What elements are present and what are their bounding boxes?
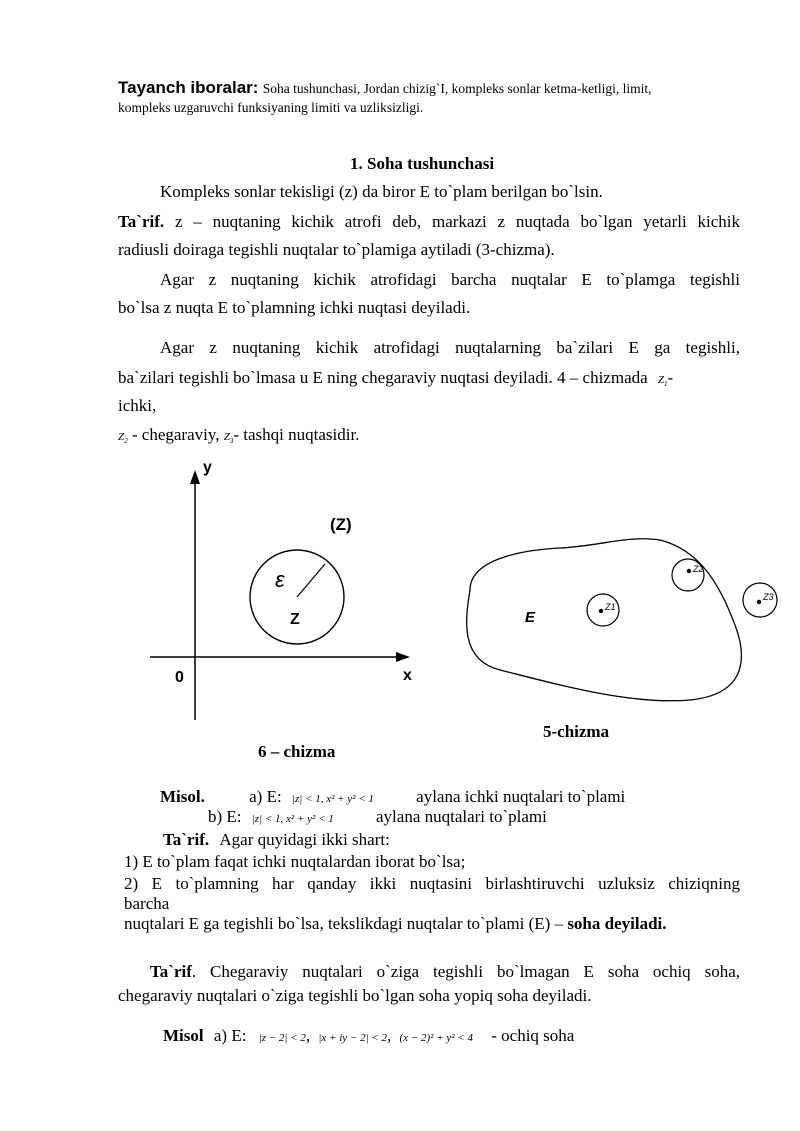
y-axis-arrow	[190, 470, 200, 484]
intro-paragraph: Kompleks sonlar tekisligi (z) da biror E to`plam berilgan bo`lsin.	[160, 182, 603, 201]
radius-line	[297, 564, 325, 597]
figures-svg	[0, 450, 800, 760]
example-2-math-2: |x + iy − 2| < 2	[318, 1032, 388, 1044]
x-axis-arrow	[396, 652, 410, 662]
paragraph-2-line-1: Agar z nuqtaning kichik atrofidagi barcha nuqtalar E to`plamga tegishli	[160, 270, 740, 289]
definition-1-label: Ta`rif.	[118, 212, 165, 231]
definition-2-label: Ta`rif.	[163, 830, 210, 849]
paragraph-3-text-a: ba`zilari tegishli bo`lmasa u E ning chegaraviy nuqtasi deyiladi. 4 – chizmada	[118, 368, 648, 387]
region-e-label: E	[525, 609, 536, 626]
example-1-a	[160, 787, 625, 809]
z3-label: Z3	[763, 592, 774, 602]
keywords-line-1	[118, 78, 652, 99]
condition-2-line-2: barcha	[124, 894, 170, 913]
condition-2-line-3	[124, 914, 667, 934]
plane-label: (Z)	[330, 515, 352, 534]
keywords-text-1: Soha tushunchasi, Jordan chizig`I, kompleks sonlar ketma-ketligi, limit,	[262, 81, 652, 96]
definition-3-line-2: chegaraviy nuqtalari o`ziga tegishli bo`lgan soha yopiq soha deyiladi.	[118, 986, 592, 1005]
section-title: 1. Soha tushunchasi	[350, 154, 495, 173]
keywords-label: Tayanch iboralar:	[118, 78, 259, 97]
example-1-a-prefix: a) E:	[249, 787, 282, 806]
paragraph-3-line-3: ichki,	[118, 396, 157, 415]
definition-1-text: z – nuqtaning kichik atrofi deb, markazi z nuqtada bo`lgan yetarli kichik	[174, 212, 741, 231]
paragraph-3-line-2	[118, 368, 673, 394]
origin-label: 0	[175, 669, 184, 686]
definition-3-label: Ta`rif	[150, 962, 192, 981]
z2-label: Z2	[693, 564, 704, 574]
example-2: Misol a) E: |z − 2| < 2, |x + iy − 2| < 2, (x − 2)² + y² < 4 - ochiq soha	[163, 1026, 575, 1045]
example-1-label: Misol.	[160, 787, 205, 806]
example-1-a-math: |z| < 1, x² + y² < 1	[291, 793, 374, 805]
paragraph-3-line-4	[118, 425, 359, 451]
definition-1-line-2: radiusli doiraga tegishli nuqtalar to`plamiga aytiladi (3-chizma).	[118, 240, 555, 259]
z3-point	[757, 600, 761, 604]
example-1-b-text: aylana nuqtalari to`plami	[376, 807, 547, 826]
paragraph-3-chegaraviy: - chegaraviy,	[131, 425, 220, 444]
center-label: Z	[290, 611, 300, 628]
z1-label: Z1	[605, 602, 616, 612]
paragraph-3-dash: -	[667, 368, 674, 387]
z2-point	[687, 569, 691, 573]
example-1-b-math: |z| < 1, x² + y² < 1	[251, 813, 334, 825]
example-2-label: Misol	[163, 1026, 204, 1045]
condition-2-bold: soha deyiladi.	[567, 914, 667, 933]
figure-5	[467, 539, 777, 701]
figure-6	[150, 459, 412, 720]
keywords-line-2: kompleks uzgaruvchi funksiyaning limiti va uzliksizligi.	[118, 100, 424, 115]
paragraph-3-line-1: Agar z nuqtaning kichik atrofidagi nuqtalarning ba`zilari E ga tegishli,	[160, 338, 740, 357]
figure-6-caption: 6 – chizma	[258, 742, 336, 761]
example-1-b-prefix: b) E:	[208, 807, 242, 826]
condition-1: 1) E to`plam faqat ichki nuqtalardan iborat bo`lsa;	[124, 852, 466, 871]
z1-symbol: $Z_1$	[657, 374, 668, 389]
definition-2-text: Agar quyidagi ikki shart:	[219, 830, 390, 849]
example-1-a-text: aylana ichki nuqtalari to`plami	[416, 787, 626, 806]
definition-3-text: . Chegaraviy nuqtalari o`ziga tegishli bo`lmagan E soha ochiq soha,	[191, 962, 740, 981]
z1-point	[599, 609, 603, 613]
epsilon-label: ε	[275, 567, 285, 592]
paragraph-2-line-2: bo`lsa z nuqta E to`plamning ichki nuqtasi deyiladi.	[118, 298, 471, 317]
example-2-math-1: |z − 2| < 2	[258, 1032, 306, 1044]
definition-3-line-1	[150, 962, 740, 982]
paragraph-3-tashqi: - tashqi nuqtasidir.	[233, 425, 360, 444]
example-2-math-3: (x − 2)² + y² < 4	[399, 1032, 473, 1044]
definition-1-line-1	[118, 212, 740, 232]
example-2-suffix: - ochiq soha	[491, 1026, 575, 1045]
z3-symbol: $Z_3$	[223, 431, 234, 446]
condition-2-line-1: 2) E to`plamning har qanday ikki nuqtasini birlashtiruvchi uzluksiz chiziqning	[124, 874, 740, 893]
figure-5-caption: 5-chizma	[543, 722, 610, 741]
example-2-prefix: a) E:	[213, 1026, 247, 1045]
x-axis-label: x	[403, 667, 412, 684]
z2-symbol: $Z_2$	[118, 431, 128, 446]
example-1-b	[208, 807, 547, 829]
condition-2-text: nuqtalari E ga tegishli bo`lsa, tekslikdagi nuqtalar to`plami (E) –	[124, 914, 564, 933]
definition-2-line	[163, 830, 390, 850]
y-axis-label: y	[203, 459, 212, 476]
